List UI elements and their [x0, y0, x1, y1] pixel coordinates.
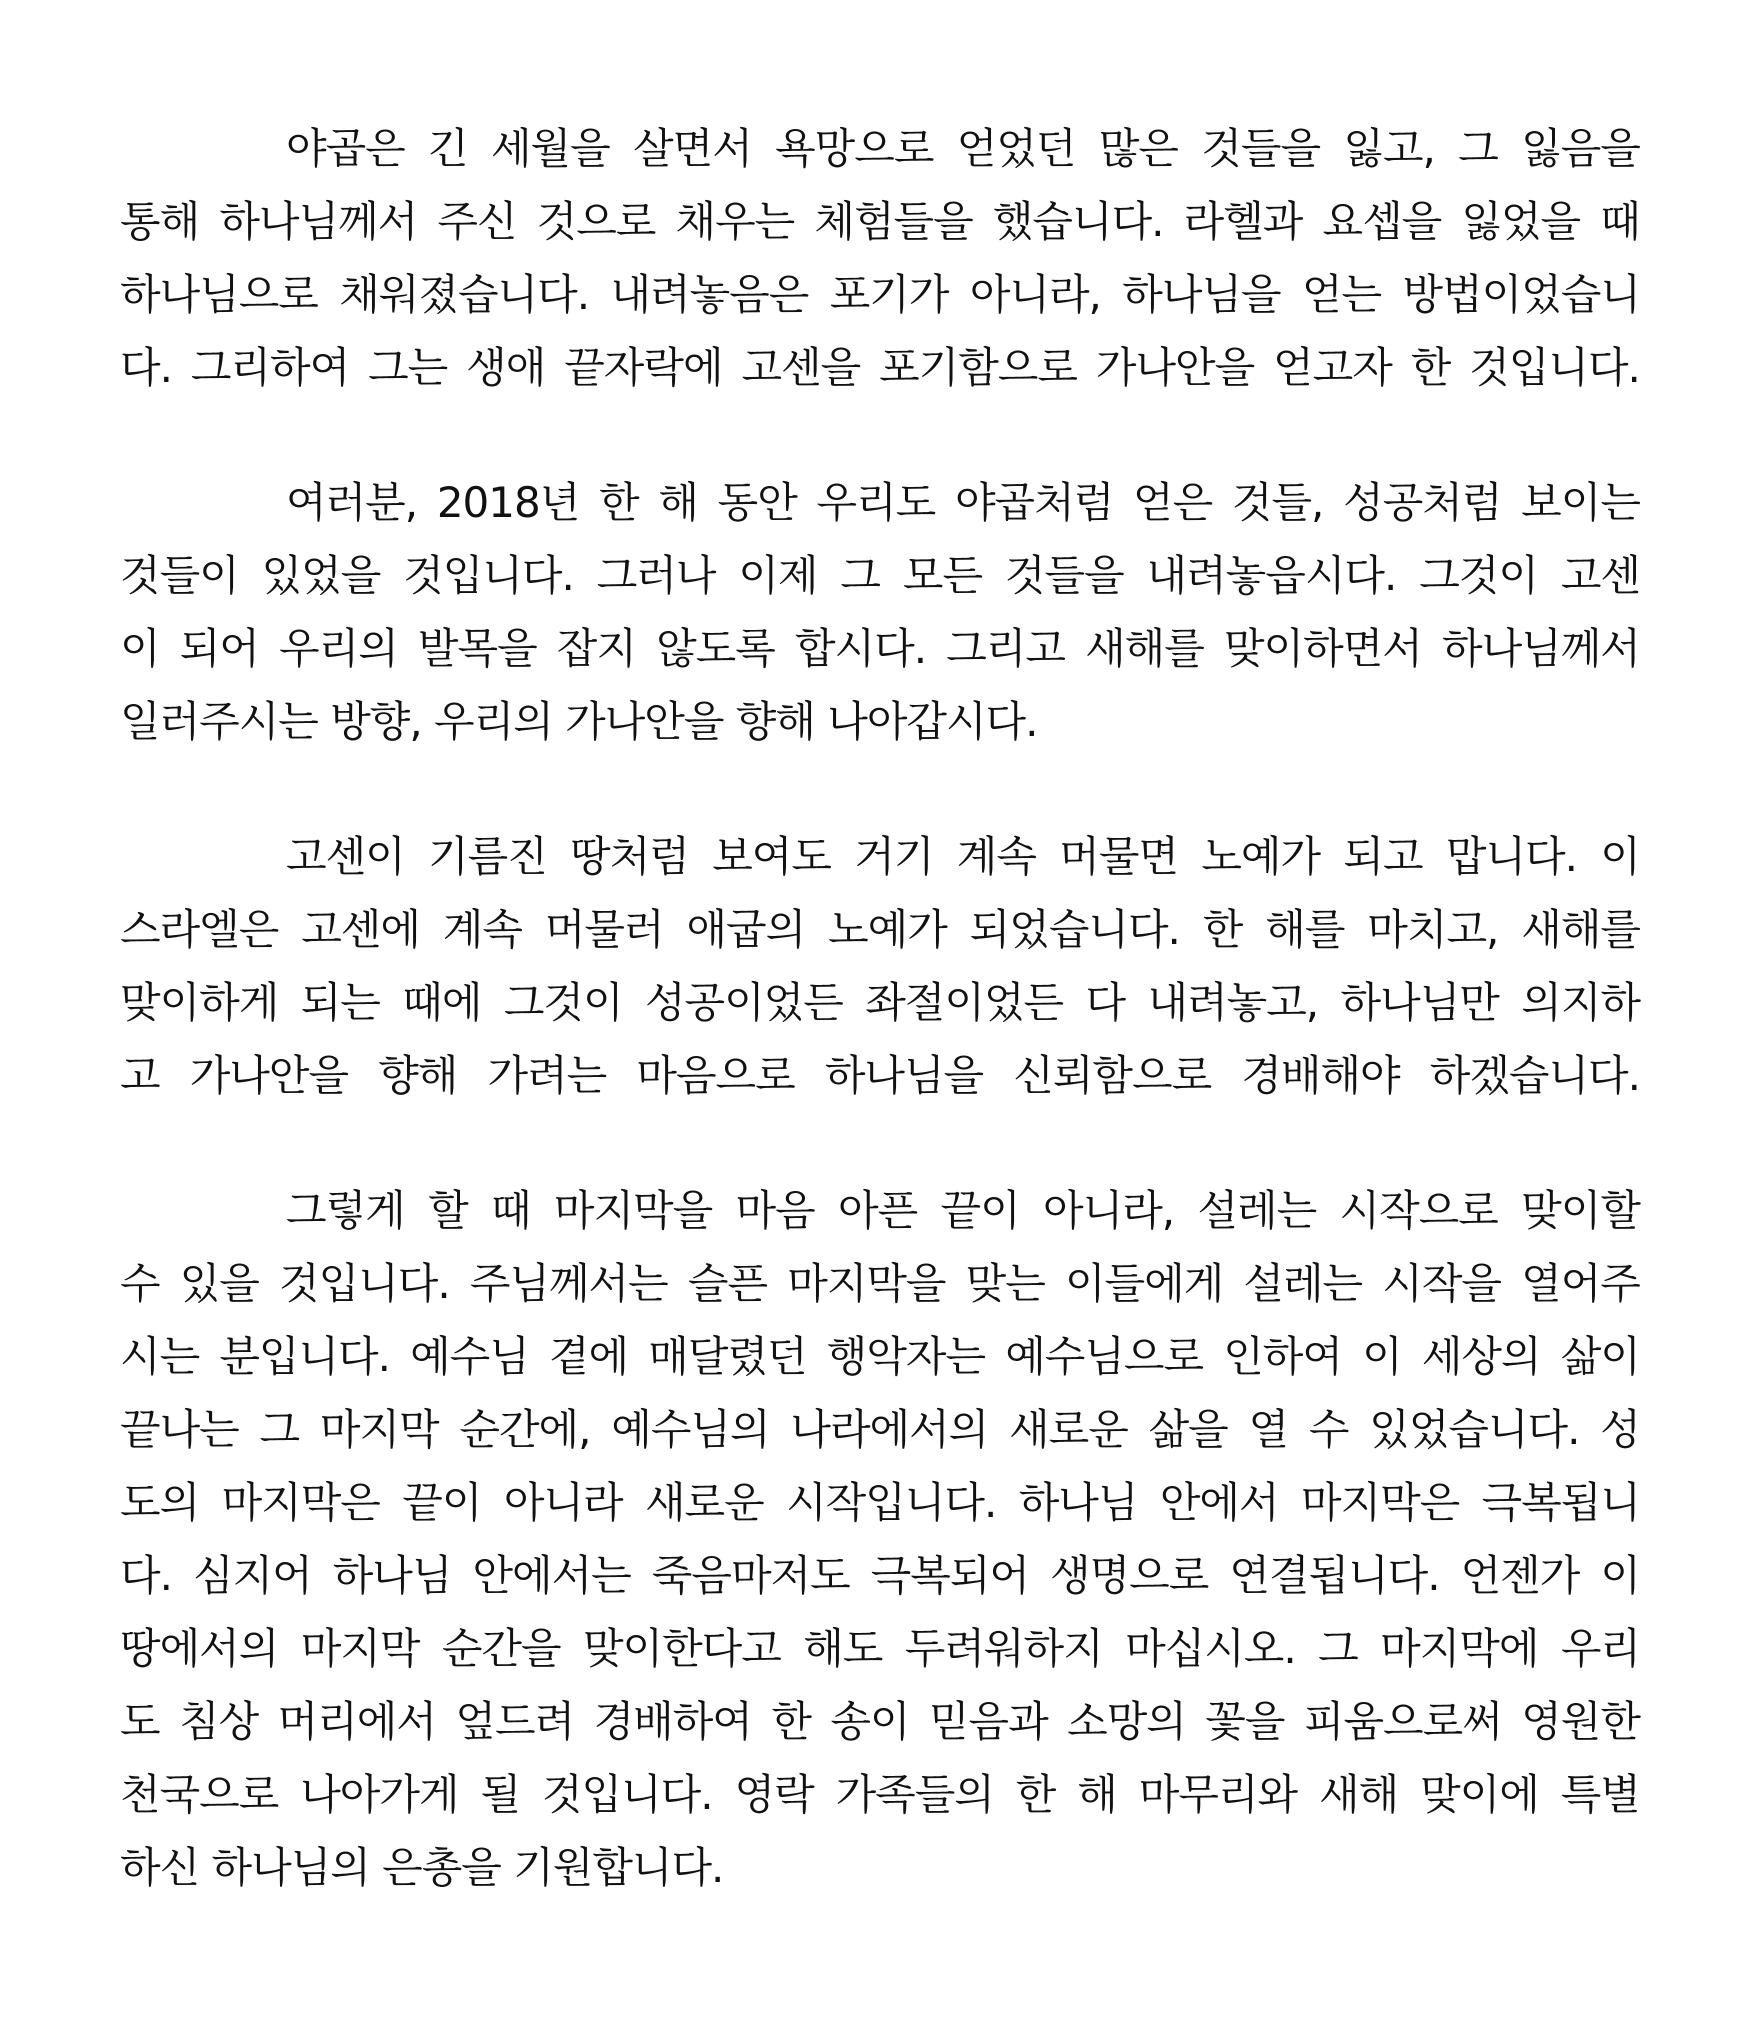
paragraph-3: [120, 820, 1640, 1112]
word: 새해: [1319, 1770, 1399, 1819]
word: 예수님의: [611, 1405, 770, 1454]
word: 성공처럼: [1343, 478, 1502, 527]
word: 야곱은: [286, 124, 405, 173]
paragraph-line: [120, 1758, 1640, 1831]
word: 할: [428, 1186, 468, 1235]
word: 계속: [956, 832, 1036, 881]
word: 가려는: [487, 1051, 607, 1100]
paragraph-line: [120, 466, 1640, 539]
word: 있었을: [261, 551, 381, 600]
word: 머리에서: [277, 1697, 436, 1746]
word: 하나님만: [1340, 978, 1499, 1027]
word: 이제: [738, 551, 818, 600]
word: 해: [1077, 1770, 1117, 1819]
word: 믿음과: [928, 1697, 1048, 1746]
word: 맞이하게: [120, 978, 279, 1027]
word: 애굽의: [686, 905, 806, 954]
paragraph-line: [120, 1612, 1640, 1685]
paragraph-1: [120, 112, 1640, 404]
word: 체험들을: [814, 197, 973, 246]
word: 그리하여: [190, 343, 350, 392]
word: 한: [771, 1697, 811, 1746]
word: 가나안을: [1095, 343, 1255, 392]
word: 때: [490, 1186, 531, 1235]
word: 꽃을: [1205, 1697, 1285, 1746]
word: 도의: [120, 1478, 200, 1527]
word: 피움으로써: [1303, 1697, 1502, 1746]
word: 모든: [902, 551, 983, 600]
word: 기름진: [428, 832, 547, 881]
word: 하겠습니다.: [1429, 1051, 1640, 1100]
word: 설레는: [1197, 1186, 1317, 1235]
word: 것입니다.: [1469, 343, 1640, 392]
word: 내려놓읍시다.: [1146, 551, 1397, 600]
word: 하나님: [1018, 1478, 1138, 1527]
word: 침상: [179, 1697, 259, 1746]
word: 고센이: [286, 832, 405, 881]
word: 주신: [437, 197, 517, 246]
word: 가족들의: [835, 1770, 994, 1819]
word: 향해: [378, 1051, 458, 1100]
word: 많은: [1098, 124, 1178, 173]
word: 하나님께서: [1442, 624, 1640, 673]
word: 이: [1600, 1551, 1640, 1600]
word: 매달렸던: [648, 1332, 807, 1381]
word: 것입니다.: [403, 551, 574, 600]
word: 요셉을: [1322, 197, 1442, 246]
word: 아니라,: [1043, 1186, 1175, 1235]
paragraph-line: [120, 1320, 1640, 1393]
word: 시작으로: [1339, 1186, 1498, 1235]
word: 극복되어: [870, 1551, 1029, 1600]
word: 성: [1600, 1405, 1640, 1454]
word: 열어주: [1521, 1259, 1640, 1308]
word: 마지막: [319, 1405, 439, 1454]
word: 그것이: [1419, 551, 1538, 600]
word: 그러나: [596, 551, 716, 600]
word: 아니라: [503, 1478, 623, 1527]
word: 생명으로: [1050, 1551, 1209, 1600]
word: 얻는: [1301, 270, 1382, 319]
word: 마지막은: [1300, 1478, 1460, 1527]
paragraph-line: [120, 258, 1640, 331]
word: 야곱처럼: [954, 478, 1114, 527]
word: 이들에게: [1064, 1259, 1224, 1308]
word: 심지어: [192, 1551, 312, 1600]
word: 잃음을: [1521, 124, 1640, 173]
word: 노예가: [1201, 832, 1321, 881]
word: 슬픈: [687, 1259, 768, 1308]
word: 끝이: [402, 1478, 482, 1527]
word: 맞이하면서: [1223, 624, 1422, 673]
word: 마지막에: [1380, 1624, 1539, 1673]
word: 안에서: [1159, 1478, 1279, 1527]
word: 송이: [830, 1697, 910, 1746]
word: 머물러: [544, 905, 664, 954]
word: 살면서: [633, 124, 752, 173]
word: 긴: [428, 124, 468, 173]
word: 삶이: [1560, 1332, 1640, 1381]
word: 한: [1015, 1770, 1056, 1819]
word: 하나님을: [824, 1051, 984, 1100]
word: 분입니다.: [219, 1332, 390, 1381]
paragraph-line: [120, 539, 1640, 612]
word: 포기가: [829, 270, 949, 319]
paragraph-line: [120, 966, 1640, 1039]
paragraph-line: [120, 1174, 1640, 1247]
word: 아니라,: [969, 270, 1101, 319]
word: 맙니다.: [1445, 832, 1577, 881]
word: 했습니다.: [992, 197, 1164, 246]
word: 좌절이었든: [865, 978, 1064, 1027]
word: 세월을: [490, 124, 610, 173]
word: 경배하여: [593, 1697, 752, 1746]
word: 의지하: [1521, 978, 1640, 1027]
word: 그리고: [946, 624, 1065, 673]
word: 있을: [179, 1259, 259, 1308]
word: 끝이: [940, 1186, 1020, 1235]
word: 것들을: [1201, 124, 1321, 173]
word: 천국으로: [120, 1770, 279, 1819]
word: 곁에: [548, 1332, 629, 1381]
word: 마지막을: [787, 1259, 946, 1308]
word: 가나안을: [189, 1051, 349, 1100]
word: 그렇게: [286, 1186, 405, 1235]
word: 도: [120, 1697, 160, 1746]
word: 잃었을: [1461, 197, 1581, 246]
word: 스라엘은: [120, 905, 279, 954]
word: 순간을: [441, 1624, 561, 1673]
paragraph-line: [120, 612, 1640, 685]
word: 그: [840, 551, 880, 600]
word: 땅에서의: [120, 1624, 279, 1673]
word: 시작을: [1382, 1259, 1501, 1308]
word: 얻고자: [1273, 343, 1392, 392]
paragraph-line: [120, 893, 1640, 966]
word: 보이는: [1521, 478, 1640, 527]
word: 하나님을: [1122, 270, 1281, 319]
paragraph-2: [120, 466, 1640, 758]
word: 라헬과: [1183, 197, 1303, 246]
paragraph-line: [120, 1039, 1640, 1112]
word: 언젠가: [1460, 1551, 1580, 1600]
word: 있었습니다.: [1369, 1405, 1580, 1454]
word: 그: [1318, 1624, 1358, 1673]
word: 욕망으로: [775, 124, 934, 173]
word: 해를: [1265, 905, 1345, 954]
word: 채우는: [675, 197, 795, 246]
word: 것들,: [1231, 478, 1324, 527]
word: 여러분,: [286, 478, 418, 527]
word: 인하여: [1223, 1332, 1342, 1381]
word: 나아가게: [300, 1770, 459, 1819]
word: 열: [1248, 1405, 1289, 1454]
word: 것들이: [120, 551, 239, 600]
word: 새로운: [644, 1478, 764, 1527]
word: 영락: [734, 1770, 814, 1819]
paragraph-line: [120, 1685, 1640, 1758]
word: 고센: [1560, 551, 1640, 600]
word: 채워졌습니다.: [339, 270, 590, 319]
word: 고: [120, 1051, 160, 1100]
word: 통해: [120, 197, 200, 246]
word: 새해를: [1521, 905, 1640, 954]
word: 아픈: [838, 1186, 918, 1235]
word: 내려놓고,: [1147, 978, 1319, 1027]
word: 극복됩니: [1481, 1478, 1640, 1527]
word: 발목을: [417, 624, 537, 673]
paragraph-4: [120, 1174, 1640, 1904]
word: 방법이었습니: [1402, 270, 1640, 319]
word: 우리의: [279, 624, 398, 673]
word: 얻었던: [956, 124, 1076, 173]
word: 맞이에: [1420, 1770, 1539, 1819]
document-body: [120, 112, 1640, 1966]
word: 시작입니다.: [786, 1478, 997, 1527]
word: 시는: [120, 1332, 200, 1381]
word: 예수님: [410, 1332, 529, 1381]
word: 마지막: [300, 1624, 420, 1673]
word: 것으로: [536, 197, 656, 246]
word: 머물면: [1059, 832, 1178, 881]
word: 설레는: [1243, 1259, 1363, 1308]
word: 땅처럼: [570, 832, 689, 881]
word: 이: [1600, 832, 1640, 881]
paragraph-line: [120, 1539, 1640, 1612]
word: 보여도: [712, 832, 831, 881]
paragraph-line: [120, 1393, 1640, 1466]
word: 주님께서는: [469, 1259, 668, 1308]
word: 경배해야: [1241, 1051, 1400, 1100]
word: 하나님으로: [120, 270, 318, 319]
word: 나라에서의: [790, 1405, 989, 1454]
word: 얻은: [1133, 478, 1213, 527]
word: 해도: [803, 1624, 883, 1673]
word: 영원한: [1521, 1697, 1640, 1746]
word: 세상의: [1421, 1332, 1541, 1381]
paragraph-line: [120, 1247, 1640, 1320]
word: 되고: [1343, 832, 1423, 881]
word: 두려워하지: [904, 1624, 1103, 1673]
word: 마지막을: [553, 1186, 713, 1235]
word: 끝자락에: [564, 343, 723, 392]
word: 순간에,: [459, 1405, 591, 1454]
word: 고센을: [741, 343, 861, 392]
word: 우리도: [816, 478, 936, 527]
word: 2018년: [436, 478, 580, 527]
word: 되는: [300, 978, 380, 1027]
word: 것들을: [1004, 551, 1124, 600]
word: 맞는: [965, 1259, 1045, 1308]
word: 엎드려: [455, 1697, 575, 1746]
word: 마음: [735, 1186, 815, 1235]
word: 되었습니다.: [969, 905, 1180, 954]
word: 예수님으로: [1005, 1332, 1204, 1381]
word: 잡지: [556, 624, 636, 673]
paragraph-line: [120, 1466, 1640, 1539]
word: 끝나는: [120, 1405, 239, 1454]
word: 고센에: [301, 905, 420, 954]
word: 수: [120, 1259, 160, 1308]
word: 이: [1362, 1332, 1402, 1381]
word: 동안: [717, 478, 797, 527]
word: 수: [1308, 1405, 1349, 1454]
word: 않도록: [656, 624, 775, 673]
word: 신뢰함으로: [1013, 1051, 1212, 1100]
word: 마무리와: [1138, 1770, 1298, 1819]
paragraph-line: [120, 112, 1640, 185]
paragraph-line: 하신 하나님의 은총을 기원합니다.: [120, 1843, 724, 1892]
word: 그: [259, 1405, 300, 1454]
word: 하나님께서: [219, 197, 418, 246]
word: 연결됩니다.: [1229, 1551, 1440, 1600]
word: 소망의: [1067, 1697, 1186, 1746]
word: 다.: [120, 343, 172, 392]
word: 포기함으로: [879, 343, 1077, 392]
word: 될: [480, 1770, 521, 1819]
word: 마치고,: [1367, 905, 1499, 954]
paragraph-line: 일러주시는 방향, 우리의 가나안을 향해 나아갑시다.: [120, 697, 1038, 746]
word: 죽음마저도: [651, 1551, 850, 1600]
word: 그: [1458, 124, 1498, 173]
paragraph-line: [120, 331, 1640, 404]
word: 그는: [368, 343, 448, 392]
word: 다.: [120, 1551, 172, 1600]
word: 노예가: [828, 905, 947, 954]
word: 한: [599, 478, 639, 527]
word: 때에: [402, 978, 482, 1027]
word: 해: [658, 478, 698, 527]
word: 거기: [854, 832, 934, 881]
word: 계속: [442, 905, 522, 954]
word: 우리: [1560, 1624, 1640, 1673]
word: 합시다.: [794, 624, 927, 673]
word: 잃고,: [1343, 124, 1435, 173]
word: 것입니다.: [541, 1770, 713, 1819]
word: 마십시오.: [1125, 1624, 1296, 1673]
word: 것입니다.: [279, 1259, 450, 1308]
word: 새해를: [1085, 624, 1204, 673]
word: 되어: [179, 624, 259, 673]
word: 한: [1410, 343, 1451, 392]
word: 그것이: [503, 978, 623, 1027]
word: 내려놓음은: [610, 270, 809, 319]
word: 맞이할: [1521, 1186, 1640, 1235]
word: 삶을: [1148, 1405, 1228, 1454]
word: 행악자는: [826, 1332, 986, 1381]
word: 하나님: [332, 1551, 452, 1600]
paragraph-line: [120, 820, 1640, 893]
word: 생애: [466, 343, 546, 392]
word: 마지막은: [221, 1478, 380, 1527]
word: 특별: [1560, 1770, 1640, 1819]
word: 이: [120, 624, 160, 673]
word: 다: [1085, 978, 1126, 1027]
word: 때: [1600, 197, 1640, 246]
word: 성공이었든: [644, 978, 843, 1027]
word: 새로운: [1009, 1405, 1128, 1454]
word: 맞이한다고: [582, 1624, 781, 1673]
paragraph-line: [120, 185, 1640, 258]
word: 안에서는: [472, 1551, 631, 1600]
word: 한: [1202, 905, 1243, 954]
word: 마음으로: [636, 1051, 795, 1100]
